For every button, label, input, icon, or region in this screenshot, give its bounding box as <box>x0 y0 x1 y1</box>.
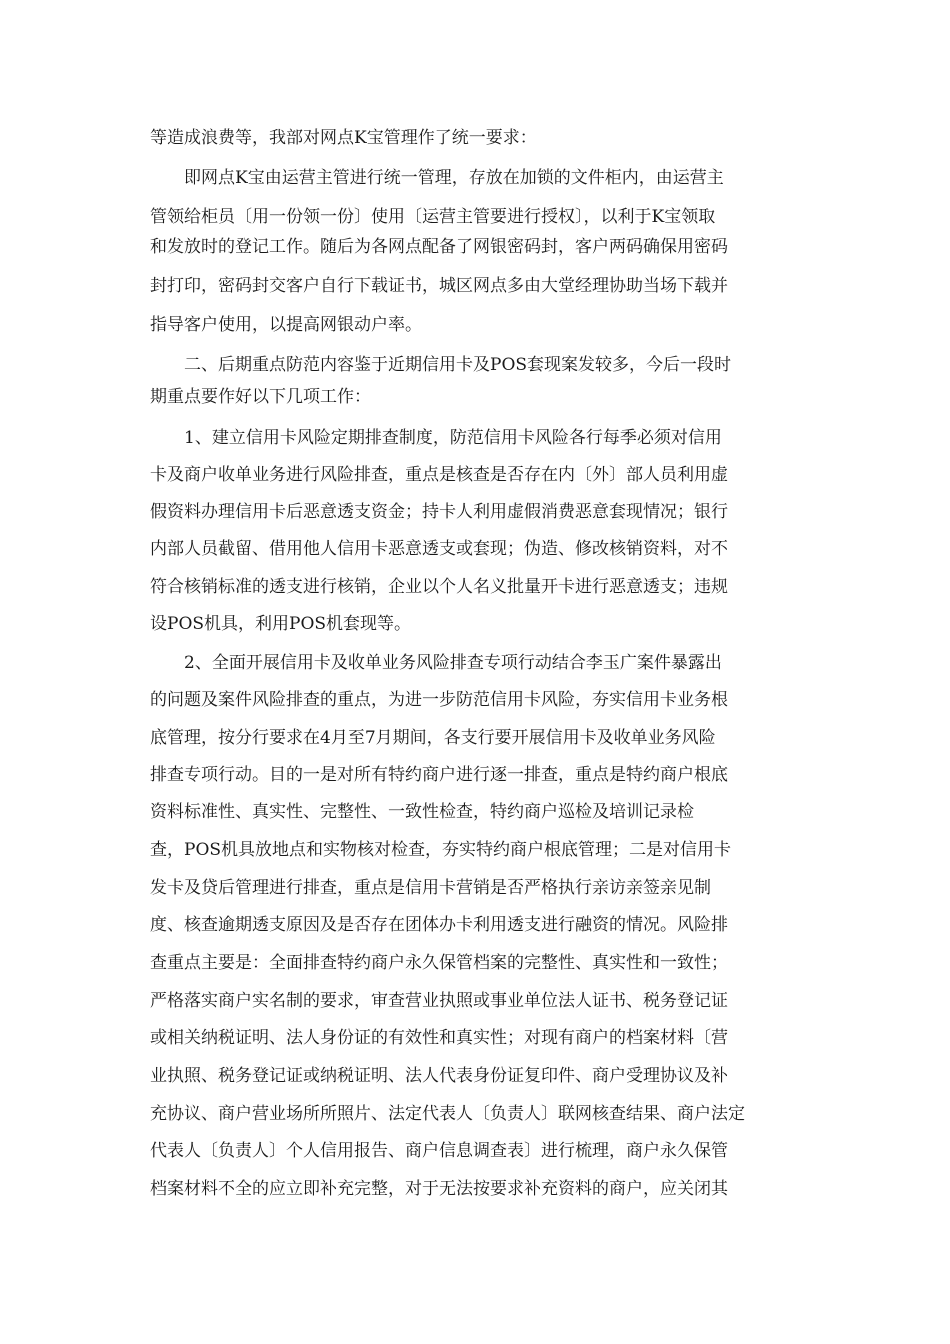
text-line: 底管理，按分行要求在4月至7月期间，各支行要开展信用卡及收单业务风险 <box>150 728 716 748</box>
text-line: 代表人〔负责人〕个人信用报告、商户信息调查表〕进行梳理，商户永久保管 <box>150 1141 728 1161</box>
text-line: 设POS机具，利用POS机套现等。 <box>150 614 412 634</box>
text-line: 内部人员截留、借用他人信用卡恶意透支或套现；伪造、修改核销资料，对不 <box>150 539 728 559</box>
text-line: 充协议、商户营业场所所照片、法定代表人〔负责人〕联网核查结果、商户法定 <box>150 1104 745 1124</box>
text-line: 度、核查逾期透支原因及是否存在团体办卡利用透支进行融资的情况。风险排 <box>150 915 728 935</box>
text-line: 封打印，密码封交客户自行下载证书，城区网点多由大堂经理协助当场下载并 <box>150 276 728 296</box>
text-line: 指导客户使用，以提高网银动户率。 <box>150 315 422 335</box>
text-line: 期重点要作好以下几项工作： <box>150 387 371 407</box>
text-line: 业执照、税务登记证或纳税证明、法人代表身份证复印件、商户受理协议及补 <box>150 1066 728 1086</box>
text-line: 查，POS机具放地点和实物核对检查，夯实特约商户根底管理；二是对信用卡 <box>150 840 732 860</box>
text-line: 1、建立信用卡风险定期排查制度，防范信用卡风险各行每季必须对信用 <box>184 428 722 448</box>
text-line: 的问题及案件风险排查的重点，为进一步防范信用卡风险，夯实信用卡业务根 <box>150 690 728 710</box>
text-line: 档案材料不全的应立即补充完整，对于无法按要求补充资料的商户，应关闭其 <box>150 1179 728 1199</box>
text-line: 即网点K宝由运营主管进行统一管理，存放在加锁的文件柜内，由运营主 <box>184 168 724 188</box>
text-line: 排查专项行动。目的一是对所有特约商户进行逐一排查，重点是特约商户根底 <box>150 765 728 785</box>
text-line: 符合核销标准的透支进行核销，企业以个人名义批量开卡进行恶意透支；违规 <box>150 577 728 597</box>
text-line: 管领给柜员〔用一份领一份〕使用〔运营主管要进行授权〕，以利于K宝领取 <box>150 207 716 227</box>
text-line: 资料标准性、真实性、完整性、一致性检查，特约商户巡检及培训记录检 <box>150 802 694 822</box>
text-line: 发卡及贷后管理进行排查，重点是信用卡营销是否严格执行亲访亲签亲见制 <box>150 878 711 898</box>
text-line: 查重点主要是：全面排查特约商户永久保管档案的完整性、真实性和一致性； <box>150 953 728 973</box>
text-line: 2、全面开展信用卡及收单业务风险排查专项行动结合李玉广案件暴露出 <box>184 653 722 673</box>
text-line: 或相关纳税证明、法人身份证的有效性和真实性；对现有商户的档案材料〔营 <box>150 1028 728 1048</box>
text-line: 卡及商户收单业务进行风险排查，重点是核查是否存在内〔外〕部人员利用虚 <box>150 465 728 485</box>
text-line: 和发放时的登记工作。随后为各网点配备了网银密码封，客户两码确保用密码 <box>150 237 728 257</box>
text-line: 二、后期重点防范内容鉴于近期信用卡及POS套现案发较多，今后一段时 <box>184 355 732 375</box>
text-line: 假资料办理信用卡后恶意透支资金；持卡人利用虚假消费恶意套现情况；银行 <box>150 502 728 522</box>
text-line: 等造成浪费等，我部对网点K宝管理作了统一要求： <box>150 128 537 148</box>
text-line: 严格落实商户实名制的要求，审查营业执照或事业单位法人证书、税务登记证 <box>150 991 728 1011</box>
